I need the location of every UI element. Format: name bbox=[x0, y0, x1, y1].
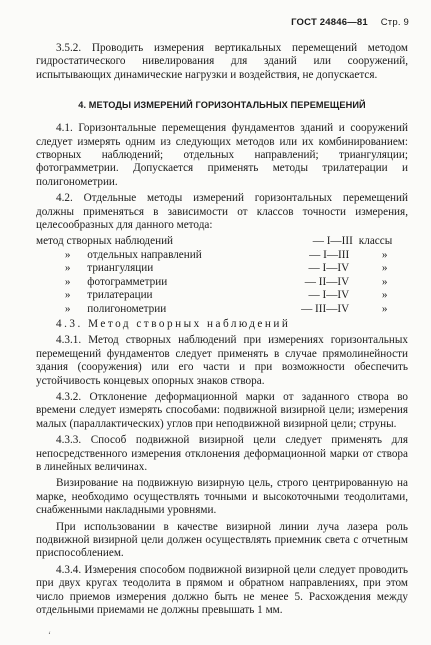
method-row bbox=[36, 289, 408, 302]
method-name: триангуляции bbox=[87, 262, 154, 275]
method-prefix: » bbox=[64, 248, 71, 261]
method-name: полигонометрии bbox=[87, 302, 167, 315]
subsection-title: 4.3. Метод створных наблюдений bbox=[56, 317, 291, 330]
print-mark: ʻ bbox=[48, 630, 51, 640]
page-header bbox=[291, 17, 409, 28]
method-classes: — I—IV bbox=[308, 262, 350, 275]
method-classes: — III—IV bbox=[301, 302, 350, 315]
method-classes: — II—IV bbox=[304, 275, 350, 288]
method-prefix: » bbox=[64, 275, 71, 288]
method-suffix: » bbox=[381, 275, 388, 288]
paragraph-4-3-4: 4.3.4. Измерения способом подвижной визирной цели следует проводить при двух кругах теодолита в прямом и обратном направлениях, при этом число приемов измерения должно быть не менее 5. Расхождения между отдельными приемами не должны превышать 1 мм. bbox=[36, 563, 408, 617]
method-prefix: » bbox=[64, 302, 71, 315]
method-row bbox=[36, 235, 408, 248]
paragraph-3-5-2: 3.5.2. Проводить измерения вертикальных перемещений методом гидростатического нивелирования для зданий или сооружений, испытывающих динамические нагрузки и воздействия, не допускается. bbox=[36, 42, 408, 81]
paragraph-4-3-3: 4.3.3. Способ подвижной визирной цели следует применять для непосредственного измерения отклонения деформационной марки от створа в линейных величинах. bbox=[36, 434, 408, 473]
method-prefix: » bbox=[64, 289, 71, 302]
method-row bbox=[36, 249, 408, 262]
method-suffix: » bbox=[381, 262, 388, 275]
paragraph-4-3-1: 4.3.1. Метод створных наблюдений при измерениях горизонтальных перемещений фундаментов следует применять в случае прямолинейности здания (сооружения) или его части и при возможности обеспечить устойчивость концевых опорных знаков створа. bbox=[36, 334, 408, 387]
page-number: Стр. 9 bbox=[380, 17, 409, 28]
document-body bbox=[36, 42, 408, 620]
paragraph-4-3-3-b: Визирование на подвижную визирную цель, строго центрированную на марке, необходимо осуществлять точными и высокоточными теодолитами, снабженными накладными уровнями. bbox=[36, 477, 408, 517]
method-name: фотограмметрии bbox=[87, 275, 168, 288]
method-row bbox=[36, 276, 408, 289]
method-row bbox=[36, 262, 408, 275]
method-row bbox=[36, 303, 408, 316]
method-suffix: классы bbox=[358, 235, 393, 248]
method-suffix: » bbox=[381, 302, 388, 315]
method-classes: — I—IV bbox=[308, 289, 350, 302]
standard-number: ГОСТ 24846—81 bbox=[291, 17, 368, 28]
paragraph-4-3-2: 4.3.2. Отклонение деформационной марки от заданного створа во времени следует измерять способами: подвижной визирной цели; измерения малых (параллактических) углов при неподвижной визирной цели; струны. bbox=[36, 390, 408, 430]
method-classes: — I—III bbox=[312, 235, 353, 248]
method-classes: — I—III bbox=[309, 248, 350, 261]
paragraph-4-2: 4.2. Отдельные методы измерений горизонтальных перемещений должны применяться в зависимости от классов точности измерения, целесообразных для данного метода: bbox=[36, 192, 408, 232]
method-prefix: » bbox=[64, 262, 71, 275]
methods-list bbox=[36, 235, 408, 315]
method-suffix: » bbox=[381, 289, 388, 302]
section-title: 4. МЕТОДЫ ИЗМЕРЕНИЙ ГОРИЗОНТАЛЬНЫХ ПЕРЕМЕЩЕНИЙ bbox=[78, 100, 366, 111]
method-name: отдельных направлений bbox=[87, 248, 202, 261]
method-suffix: » bbox=[381, 248, 388, 261]
method-name: трилатерации bbox=[87, 289, 153, 302]
method-name: метод створных наблюдений bbox=[36, 235, 174, 248]
paragraph-4-1: 4.1. Горизонтальные перемещения фундаментов зданий и сооружений следует измерять одним из следующих методов или их комбинированием: створных наблюдений; отдельных направлений; триангуляции; фотограмметрии. Допускается применять методы трилатерации и полигонометрии. bbox=[36, 122, 408, 188]
paragraph-4-3-heading bbox=[36, 318, 408, 331]
paragraph-4-3-3-c: При использовании в качестве визирной линии луча лазера роль подвижной визирной цели должен осуществлять приемник света с отчетным приспособлением. bbox=[36, 520, 408, 560]
